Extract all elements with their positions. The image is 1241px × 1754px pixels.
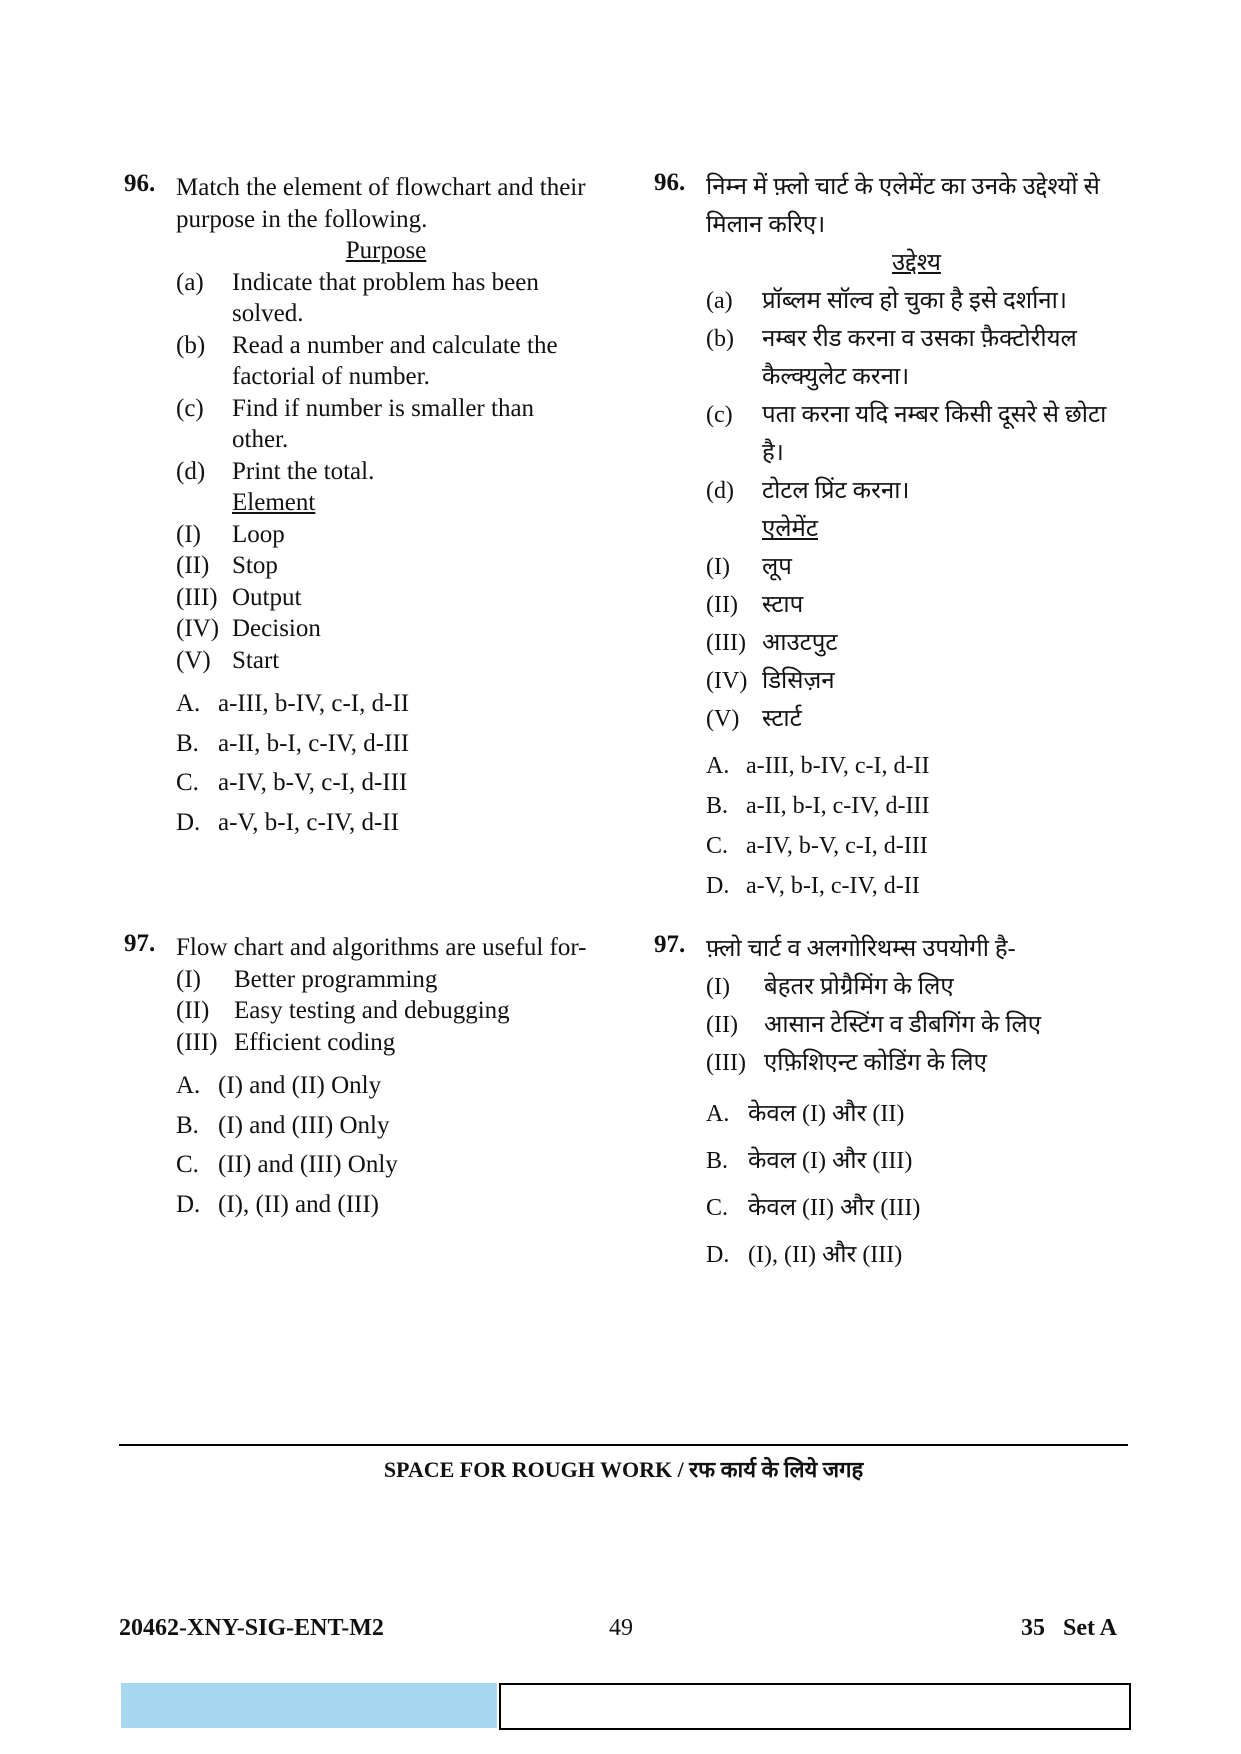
set-label: 35 Set A <box>1021 1615 1117 1641</box>
rough-work-label: SPACE FOR ROUGH WORK / रफ कार्य के लिये जगह <box>383 1457 864 1482</box>
divider <box>119 1444 1128 1446</box>
list-item: (V) Start <box>176 646 280 674</box>
list-item: (II) आसान टेस्टिंग व डीबगिंग के लिए <box>706 1012 1042 1038</box>
q96-hindi <box>654 168 1134 906</box>
answer-option[interactable]: A. a-III, b-IV, c-I, d-II <box>706 753 930 779</box>
answer-option[interactable]: A. केवल (I) और (II) <box>706 1100 905 1127</box>
list-item: (I) Better programming <box>176 965 438 993</box>
question-number: 96. <box>654 169 686 196</box>
question-stem: निम्न में फ़्लो चार्ट के एलेमेंट का उनके उद्देश्यों से मिलान करिए। <box>706 174 1100 238</box>
question-number: 97. <box>124 930 156 957</box>
list-item: (IV) डिसिज़न <box>706 668 835 694</box>
answer-option[interactable]: A. a-III, b-IV, c-I, d-II <box>176 690 410 717</box>
list-item: (II) स्टाप <box>706 592 804 618</box>
answer-options <box>176 684 594 842</box>
list-item: (d) टोटल प्रिंट करना। <box>706 478 910 504</box>
answer-option[interactable]: B. केवल (I) और (III) <box>706 1147 913 1174</box>
q97-hindi <box>654 930 1134 1278</box>
answer-option[interactable]: C. a-IV, b-V, c-I, d-III <box>176 769 408 796</box>
answer-option[interactable]: D. a-V, b-I, c-IV, d-II <box>176 808 399 836</box>
element-heading: एलेमेंट <box>762 516 818 542</box>
list-item: (II) Stop <box>176 552 278 579</box>
answer-options <box>706 1090 1134 1278</box>
list-item: (III) Output <box>176 583 302 611</box>
list-item: (I) लूप <box>706 554 792 580</box>
page-number: 49 <box>609 1615 633 1641</box>
list-item: (d) Print the total. <box>176 457 375 485</box>
paper-code: 20462-XNY-SIG-ENT-M2 <box>119 1615 384 1641</box>
list-item: (b) Read a number and calculate the factorial of number. <box>176 331 558 390</box>
purpose-heading: Purpose <box>345 237 427 264</box>
element-heading: Element <box>232 489 316 516</box>
answer-options <box>176 1066 594 1224</box>
purpose-heading: उद्देश्य <box>892 250 941 276</box>
question-stem: Match the element of flowchart and their purpose in the following. <box>176 174 586 233</box>
answer-options <box>706 746 1134 906</box>
answer-option[interactable]: C. a-IV, b-V, c-I, d-III <box>706 833 928 859</box>
list-item: (c) Find if number is smaller than other. <box>176 394 535 453</box>
question-number: 97. <box>654 931 686 958</box>
question-number: 96. <box>124 170 156 197</box>
footer-color-bar <box>121 1683 497 1728</box>
list-item: (III) एफ़िशिएन्ट कोडिंग के लिए <box>706 1050 987 1076</box>
answer-option[interactable]: D. a-V, b-I, c-IV, d-II <box>706 873 920 899</box>
list-item: (III) Efficient coding <box>176 1028 396 1056</box>
list-item: (II) Easy testing and debugging <box>176 997 510 1024</box>
q96-english <box>124 172 594 842</box>
answer-option[interactable]: C. (II) and (III) Only <box>176 1151 398 1178</box>
list-item: (c) पता करना यदि नम्बर किसी दूसरे से छोटा है। <box>706 402 1107 466</box>
answer-option[interactable]: B. (I) and (III) Only <box>176 1111 390 1139</box>
answer-option[interactable]: D. (I), (II) and (III) <box>176 1190 379 1218</box>
answer-option[interactable]: B. a-II, b-I, c-IV, d-III <box>706 793 930 819</box>
list-item: (III) आउटपुट <box>706 630 838 656</box>
list-item: (IV) Decision <box>176 615 321 642</box>
list-item: (b) नम्बर रीड करना व उसका फ़ैक्टोरीयल कैल्क्युलेट करना। <box>706 326 1077 390</box>
answer-option[interactable]: D. (I), (II) और (III) <box>706 1241 903 1268</box>
list-item: (a) Indicate that problem has been solved. <box>176 268 539 327</box>
answer-option[interactable]: B. a-II, b-I, c-IV, d-III <box>176 729 410 757</box>
footer-empty-box <box>499 1683 1131 1730</box>
list-item: (I) Loop <box>176 520 285 548</box>
list-item: (V) स्टार्ट <box>706 706 802 732</box>
question-stem: Flow chart and algorithms are useful for- <box>176 934 587 961</box>
question-stem: फ़्लो चार्ट व अलगोरिथम्स उपयोगी है- <box>706 936 1016 962</box>
list-item: (I) बेहतर प्रोग्रैमिंग के लिए <box>706 974 954 1000</box>
list-item: (a) प्रॉब्लम सॉल्व हो चुका है इसे दर्शाना। <box>706 288 1067 314</box>
answer-option[interactable]: A. (I) and (II) Only <box>176 1072 382 1099</box>
q97-english <box>124 932 594 1224</box>
answer-option[interactable]: C. केवल (II) और (III) <box>706 1194 921 1221</box>
